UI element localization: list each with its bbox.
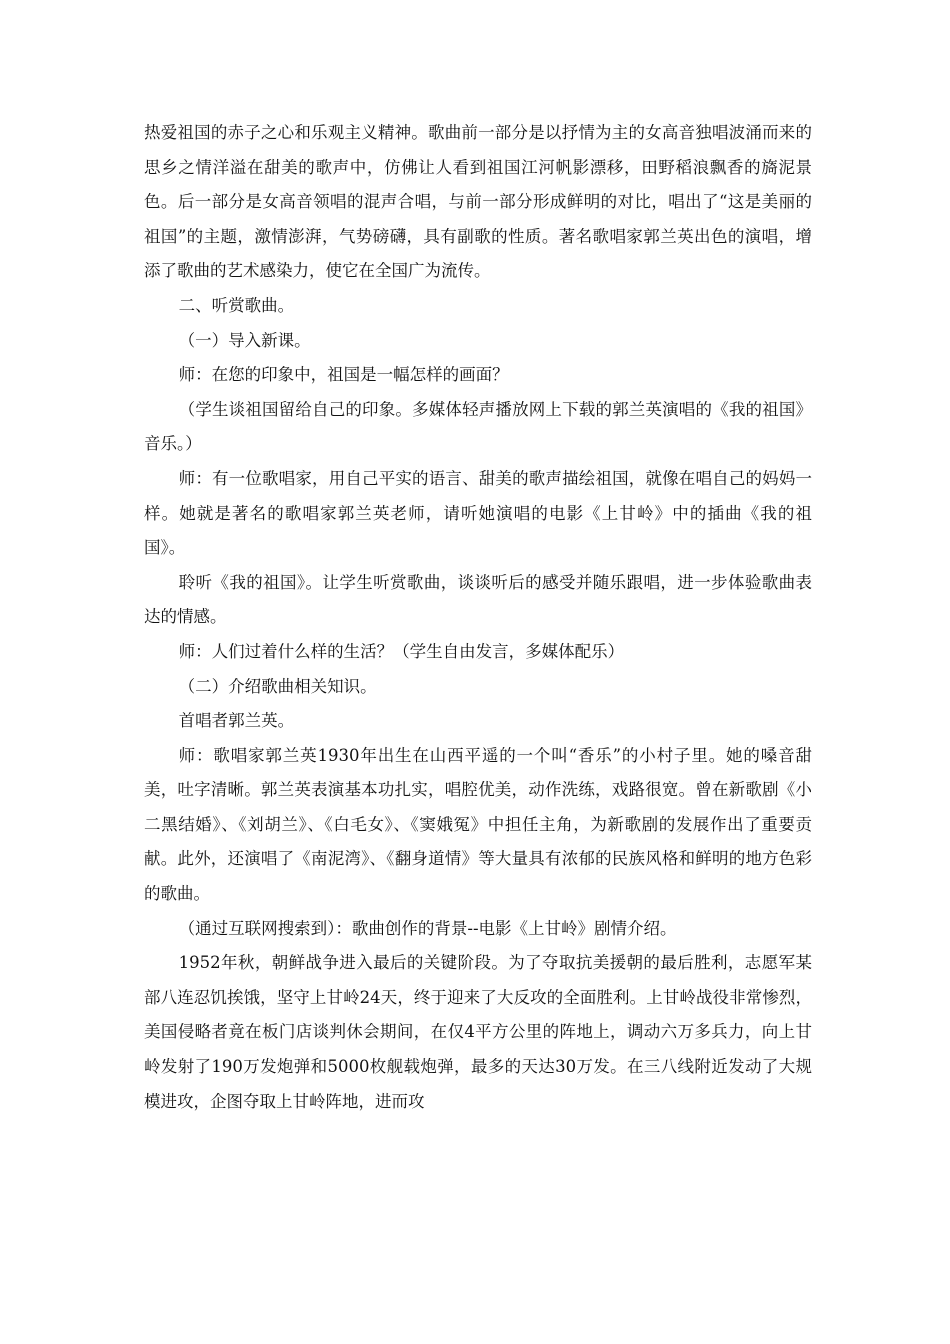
subsection-heading-intro-lesson: （一）导入新课。 (178, 330, 311, 350)
paragraph-song-description: 热爱祖国的赤子之心和乐观主义精神。歌曲前一部分是以抒情为主的女高音独唱波涌而来的思乡之情洋溢在甜美的歌声中，仿佛让人看到祖国江河帆影漂移，田野稻浪飘香的旖泥景色。后一部分是女高音领唱的混声合唱，与前一部分形成鲜明的对比，唱出了“这是美丽的祖国”的主题，激情澎湃，气势磅礴，具有副歌的性质。著名歌唱家郭兰英出色的演唱，增添了歌曲的艺术感染力，使它在全国广为流传。 (144, 123, 812, 281)
paragraph-student-activity: （学生谈祖国留给自己的印象。多媒体轻声播放网上下载的郭兰英演唱的《我的祖国》音乐。） (144, 399, 812, 454)
document-body (144, 116, 812, 1119)
paragraph-film-plot: 1952年秋，朝鲜战争进入最后的关键阶段。为了夺取抗美援朝的最后胜利，志愿军某部八连忍饥挨饿，坚守上甘岭24天，终于迎来了大反攻的全面胜利。上甘岭战役非常惨烈，美国侵略者竟在板门店谈判休会期间，在仅4平方公里的阵地上，调动六万多兵力，向上甘岭发射了190万发炮弹和5000枚舰载炮弹，最多的天达30万发。在三八线附近发动了大规模进攻，企图夺取上甘岭阵地，进而攻 (144, 953, 812, 1111)
paragraph-singer-biography: 师：歌唱家郭兰英1930年出生在山西平遥的一个叫“香乐”的小村子里。她的嗓音甜美，吐字清晰。郭兰英表演基本功扎实，唱腔优美，动作洗练，戏路很宽。曾在新歌剧《小二黑结婚》、《刘胡兰》、《白毛女》、《窦娥冤》中担任主角，为新歌剧的发展作出了重要贡献。此外，还演唱了《南泥湾》、《翻身道情》等大量具有浓郁的民族风格和鲜明的地方色彩的歌曲。 (144, 745, 812, 904)
subsection-heading-song-knowledge: （二）介绍歌曲相关知识。 (178, 676, 377, 696)
paragraph-listen-activity: 聆听《我的祖国》。让学生听赏歌曲，谈谈听后的感受并随乐跟唱，进一步体验歌曲表达的情感。 (144, 572, 812, 627)
paragraph-teacher-intro-singer: 师：有一位歌唱家，用自己平实的语言、甜美的歌声描绘祖国，就像在唱自己的妈妈一样。她就是著名的歌唱家郭兰英老师，请听她演唱的电影《上甘岭》中的插曲《我的祖国》。 (144, 468, 812, 558)
section-heading-listen-song: 二、听赏歌曲。 (178, 295, 295, 315)
paragraph-teacher-question: 师：在您的印象中，祖国是一幅怎样的画面？ (178, 365, 509, 385)
paragraph-first-singer: 首唱者郭兰英。 (178, 711, 295, 731)
paragraph-background-heading: （通过互联网搜索到）：歌曲创作的背景--电影《上甘岭》剧情介绍。 (178, 918, 677, 938)
paragraph-teacher-life-question: 师：人们过着什么样的生活？（学生自由发言，多媒体配乐） (178, 641, 625, 661)
